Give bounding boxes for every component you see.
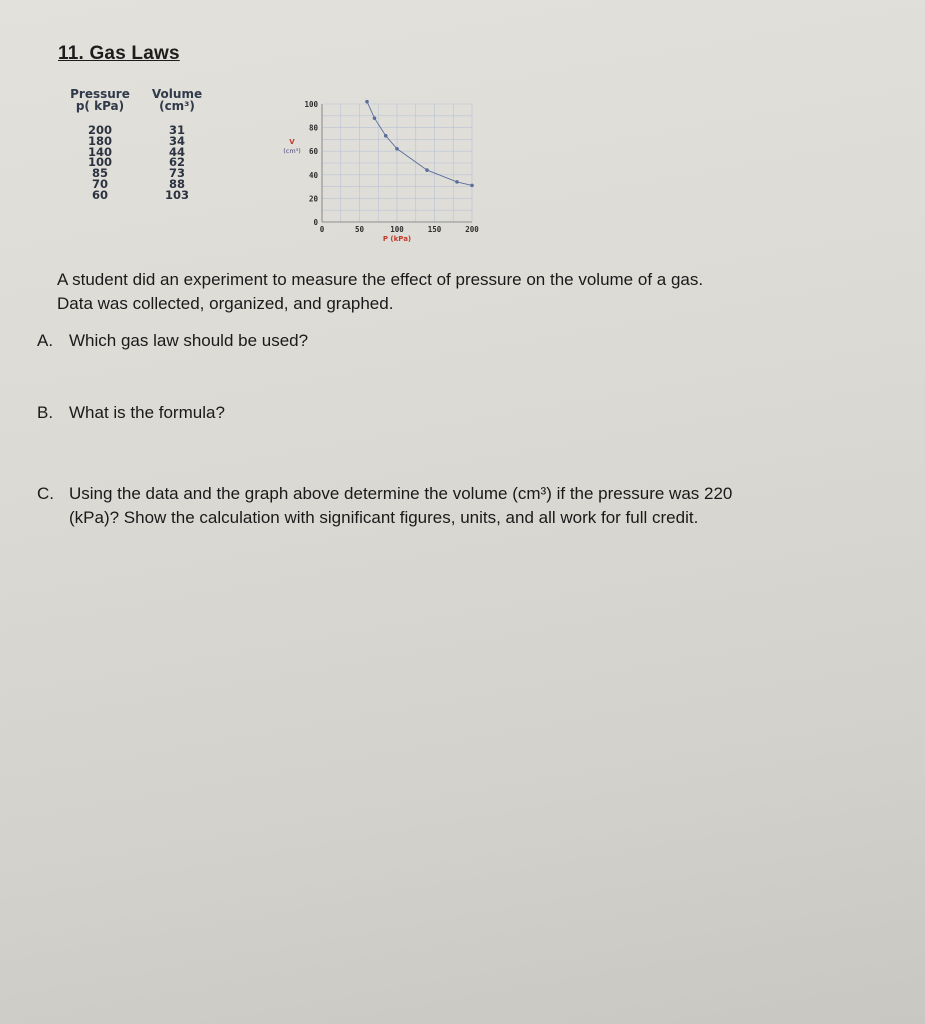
x-origin-label: 0 <box>319 225 325 234</box>
x-tick-label: 150 <box>427 225 442 234</box>
pressure-value: 60 <box>91 187 108 202</box>
x-tick-label: 100 <box>390 225 404 234</box>
y-tick-label: 60 <box>308 147 318 157</box>
volume-value: 62 <box>168 155 185 170</box>
pressure-value: 140 <box>87 144 112 159</box>
x-axis-label: P (kPa) <box>382 235 412 243</box>
section-title: 11. Gas Laws <box>58 43 180 64</box>
y-axis-label-symbol: V <box>289 138 295 147</box>
question-b <box>37 401 737 425</box>
pressure-values <box>60 125 140 201</box>
volume-value: 73 <box>168 166 185 181</box>
y-axis-label-unit: (cm³) <box>283 147 301 156</box>
volume-values <box>142 125 212 201</box>
volume-header-name: Volume <box>151 87 203 101</box>
x-tick-label: 50 <box>354 225 365 234</box>
question-a-label: A. <box>37 331 54 350</box>
volume-header-unit: (cm³) <box>159 99 195 113</box>
y-tick-label: 100 <box>304 100 318 109</box>
volume-value: 88 <box>168 176 185 191</box>
question-c-label: C. <box>37 484 54 503</box>
pressure-column <box>60 88 140 201</box>
pressure-volume-chart <box>278 92 493 252</box>
intro-line-1: A student did an experiment to measure the effect of pressure on the volume of a gas. <box>57 270 704 289</box>
volume-value: 44 <box>168 144 185 159</box>
data-point <box>373 116 377 120</box>
trend-curve <box>367 102 472 186</box>
data-point <box>470 184 474 188</box>
data-point <box>365 100 369 104</box>
data-point <box>425 168 429 172</box>
pressure-value: 85 <box>91 166 108 181</box>
pressure-value: 100 <box>87 155 112 170</box>
intro-line-2: Data was collected, organized, and graphed. <box>57 294 394 313</box>
question-a-text: Which gas law should be used? <box>69 331 309 350</box>
question-intro <box>57 268 837 316</box>
question-c-line-1: Using the data and the graph above determine the volume (cm³) if the pressure was 220 <box>69 484 733 503</box>
y-tick-label: 0 <box>313 218 318 227</box>
pressure-header-name: Pressure <box>70 87 130 101</box>
y-tick-label: 20 <box>308 194 318 204</box>
question-c <box>37 482 837 530</box>
data-point <box>455 180 459 184</box>
pressure-value: 200 <box>87 123 112 137</box>
volume-header <box>142 88 212 112</box>
question-b-text: What is the formula? <box>69 403 225 422</box>
pressure-value: 180 <box>87 133 112 148</box>
pressure-header-unit: p( kPa) <box>75 99 125 113</box>
volume-value: 31 <box>168 123 185 137</box>
volume-value: 34 <box>168 133 185 148</box>
pressure-value: 70 <box>91 176 108 191</box>
x-tick-label: 200 <box>465 225 479 234</box>
volume-column <box>142 88 212 201</box>
data-point <box>384 134 388 138</box>
y-tick-label: 40 <box>308 170 318 180</box>
question-b-label: B. <box>37 403 54 422</box>
question-a <box>37 329 737 353</box>
volume-value: 103 <box>164 187 189 202</box>
data-point <box>395 147 399 151</box>
question-c-line-2: (kPa)? Show the calculation with significant figures, units, and all work for full credit. <box>69 508 699 527</box>
y-tick-label: 80 <box>308 123 318 133</box>
pressure-header <box>60 88 140 112</box>
